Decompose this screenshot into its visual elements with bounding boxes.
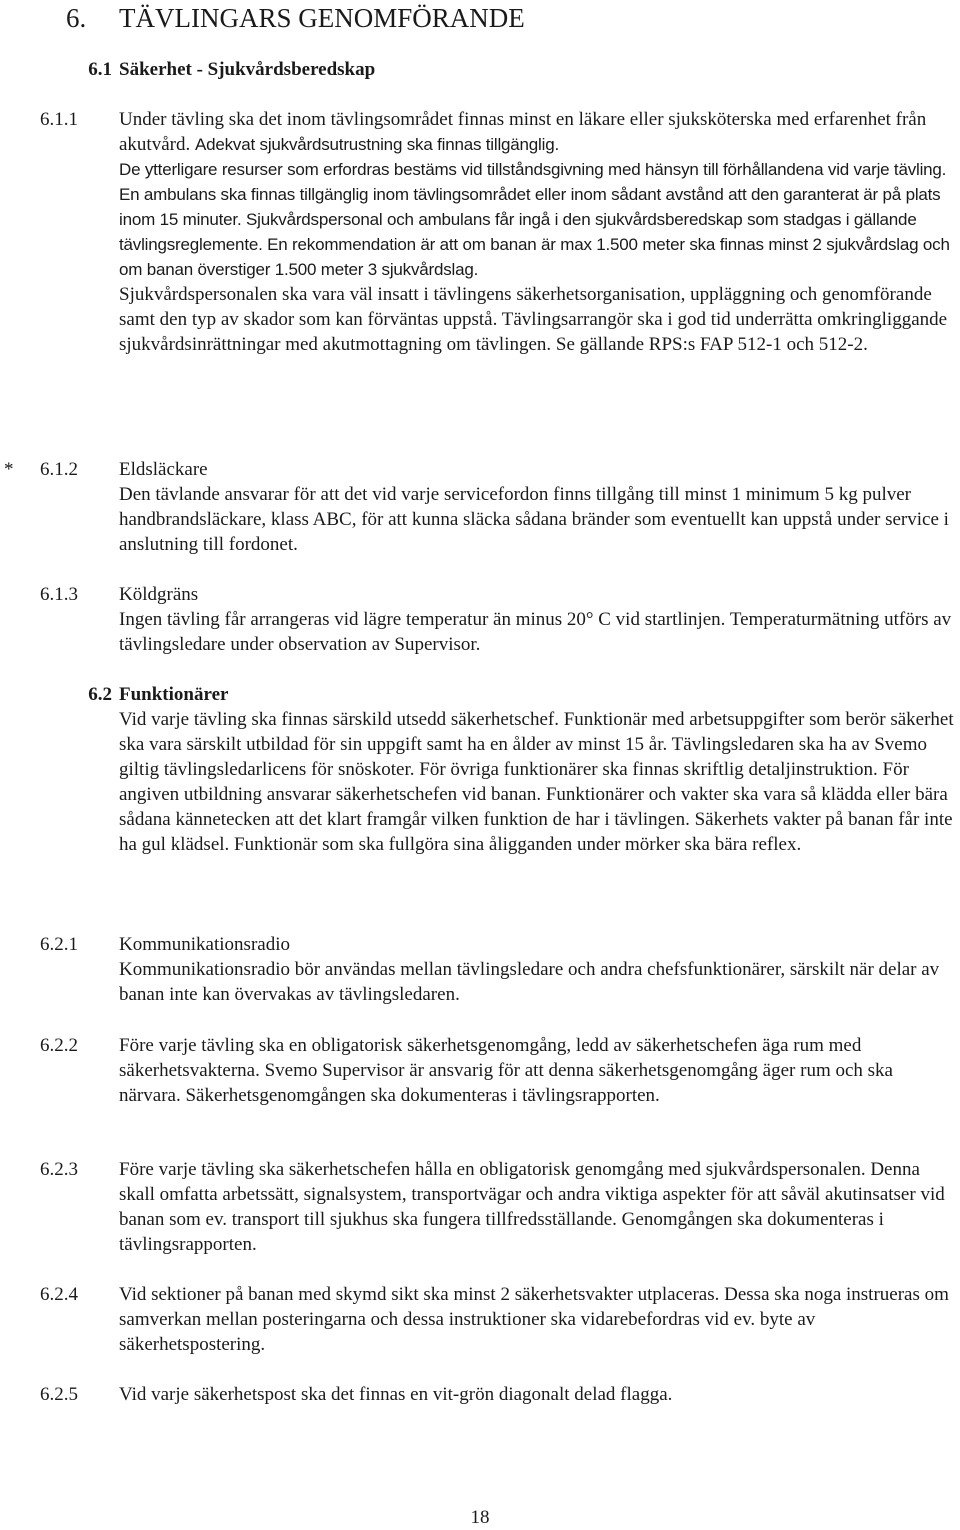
section-body xyxy=(119,107,957,357)
paragraph: Vid varje tävling ska finnas särskild utsedd säkerhetschef. Funktionär med arbetsuppgifter som berör säkerhet ska vara särskilt utbildad för sin uppgift samt ha en ålder av minst 15 år. Tävlingsledaren ska ha av Svemo giltig tävlingsledarlicens för snöskoter. För övriga funktionärer ska finnas skriftlig detaljinstruktion. För angiven utbildning ansvarar säkerhetschefen vid banan. Funktionärer och vakter ska vara så klädda eller bära sådana kännetecken att det klart framgår vilken funktion de har i tävlingen. Säkerhets vakter på banan får inte ha gul klädsel. Funktionär som ska fullgöra sina åligganden under mörker ska bära reflex. xyxy=(119,709,954,855)
section-title: Funktionärer xyxy=(119,684,229,705)
section-6-2 xyxy=(0,682,960,857)
section-number: 6.2.4 xyxy=(40,1284,78,1305)
section-6-2-3 xyxy=(0,1157,960,1257)
paragraph: Kommunikationsradio bör användas mellan tävlingsledare och andra chefsfunktionärer, särskilt när delar av banan inte kan övervakas av tävlingsledaren. xyxy=(119,959,940,1005)
section-title: Köldgräns xyxy=(119,584,199,605)
section-number: 6.2.1 xyxy=(40,934,78,955)
chapter-number: 6. xyxy=(66,3,87,33)
section-number: 6.1 xyxy=(88,59,112,80)
section-6-2-2 xyxy=(0,1033,960,1108)
paragraph: De ytterligare resurser som erfordras bestäms vid tillståndsgivning med hänsyn till förhållandena vid varje tävling. xyxy=(119,160,947,179)
section-6-1-3 xyxy=(0,582,960,657)
paragraph: Sjukvårdspersonalen ska vara väl insatt i tävlingens säkerhetsorganisation, uppläggning och genomförande samt den typ av skador som kan förväntas uppstå. Tävlingsarrangör ska i god tid underrätta omkringliggande sjukvårdsinrättningar med akutmottagning om tävlingen. Se gällande RPS:s FAP 512-1 och 512-2. xyxy=(119,284,948,355)
paragraph: Före varje tävling ska säkerhetschefen hålla en obligatorisk genomgång med sjukvårdspersonalen. Denna skall omfatta arbetssätt, signalsystem, transportvägar och andra viktiga aspekter för att såväl akutinsatser vid banan som ev. transport till sjukhus ska fungera tillfredsställande. Genomgången ska dokumenteras i tävlingsrapporten. xyxy=(119,1159,945,1255)
section-number: 6.1.1 xyxy=(40,109,78,130)
paragraph: Före varje tävling ska en obligatorisk säkerhetsgenomgång, ledd av säkerhetschefen äga rum med säkerhetsvakterna. Svemo Supervisor är ansvarig för att denna säkerhetsgenomgång äger rum och ska närvara. Säkerhetsgenomgången ska dokumenteras i tävlingsrapporten. xyxy=(119,1035,893,1106)
paragraph: Adekvat sjukvårdsutrustning ska finnas tillgänglig. xyxy=(194,135,559,154)
section-number: 6.2.3 xyxy=(40,1159,78,1180)
paragraph: Vid sektioner på banan med skymd sikt ska minst 2 säkerhetsvakter utplaceras. Dessa ska noga instrueras om samverkan mellan posteringarna och dessa instruktioner ska vidarebefordras vid ev. byte av säkerhetspostering. xyxy=(119,1284,949,1355)
section-title: Säkerhet - Sjukvårdsberedskap xyxy=(119,59,376,80)
sentence: Sjukvårdspersonal och ambulans får ingå i den sjukvårdsberedskap som stadgas i gällande tävlingsreglemente. En rekommendation är att om banan är max 1.500 meter ska finnas minst 2 sjukvårdslag och om banan överstiger 1.500 meter 3 sjukvårdslag. xyxy=(119,210,950,279)
section-title: Eldsläckare xyxy=(119,459,208,480)
section-6-1-1 xyxy=(0,107,960,357)
section-6-2-1 xyxy=(0,932,960,1007)
chapter-heading xyxy=(66,2,525,34)
section-body xyxy=(119,932,957,1007)
paragraph: Vid varje säkerhetspost ska det finnas en vit-grön diagonalt delad flagga. xyxy=(119,1384,673,1405)
section-number: 6.2.5 xyxy=(40,1384,78,1405)
section-6-2-4 xyxy=(0,1282,960,1357)
section-6-1-2 xyxy=(0,457,960,557)
page-number: 18 xyxy=(470,1507,490,1528)
section-number: 6.2.2 xyxy=(40,1035,78,1056)
section-body xyxy=(119,582,957,657)
paragraph xyxy=(119,182,957,282)
section-number: 6.2 xyxy=(88,684,112,705)
change-marker: * xyxy=(4,459,14,480)
section-6-1 xyxy=(0,57,960,82)
paragraph: Ingen tävling får arrangeras vid lägre temperatur än minus 20° C vid startlinjen. Temperaturmätning utförs av tävlingsledare under observation av Supervisor. xyxy=(119,609,952,655)
section-number: 6.1.3 xyxy=(40,584,78,605)
section-number: 6.1.2 xyxy=(40,459,78,480)
section-body xyxy=(119,457,957,557)
sentence: En ambulans ska finnas tillgänglig inom tävlingsområdet eller inom sådant avstånd att den garanterat är på plats inom 15 minuter. xyxy=(119,185,941,229)
paragraph: Den tävlande ansvarar för att det vid varje servicefordon finns tillgång till minst 1 minimum 5 kg pulver handbrandsläckare, klass ABC, för att kunna släcka sådana bränder som eventuellt kan uppstå under service i anslutning till fordonet. xyxy=(119,484,949,555)
paragraph: Under tävling ska det inom tävlingsområdet finnas minst en läkare eller sjuksköterska med erfarenhet från akutvård. xyxy=(119,109,927,155)
section-body xyxy=(119,682,957,857)
chapter-title: TÄVLINGARS GENOMFÖRANDE xyxy=(119,3,525,33)
section-6-2-5 xyxy=(0,1382,960,1407)
section-title: Kommunikationsradio xyxy=(119,934,290,955)
